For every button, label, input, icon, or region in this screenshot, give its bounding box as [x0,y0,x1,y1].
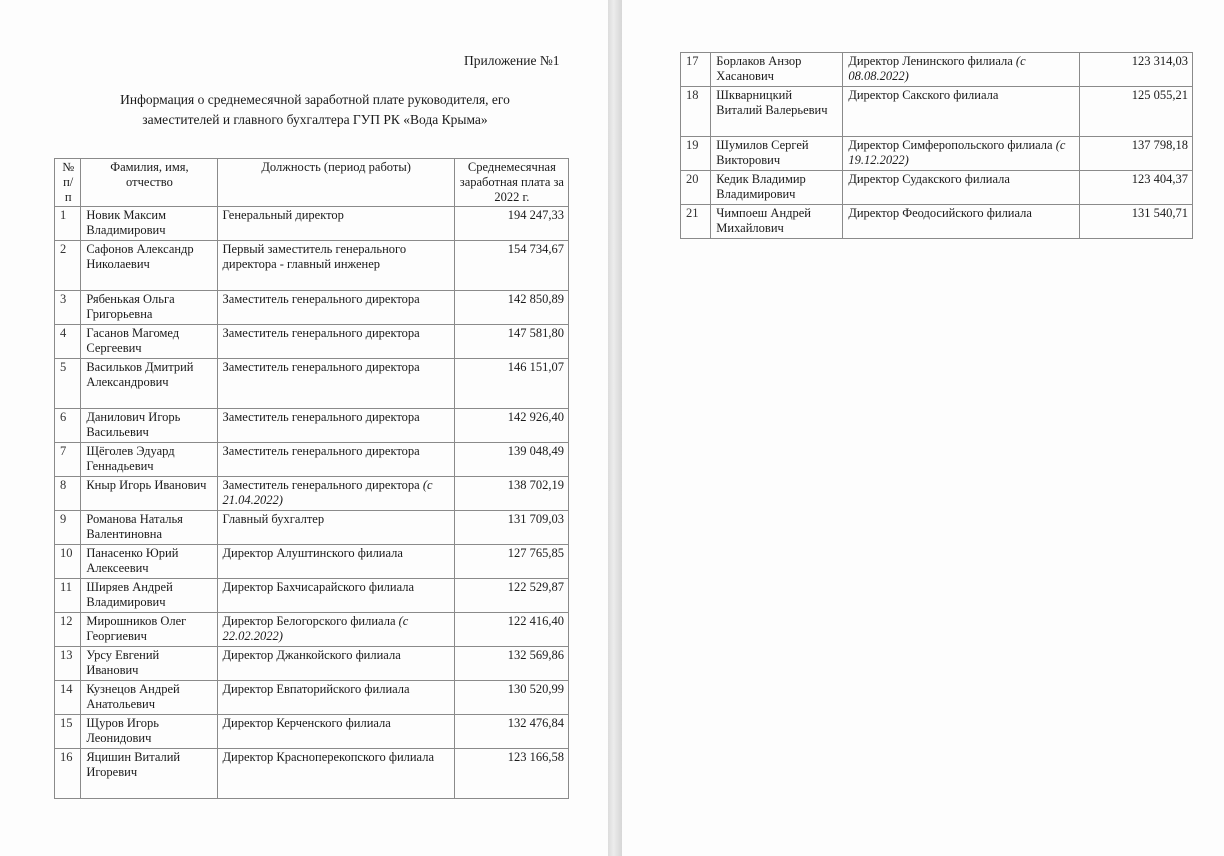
cell-salary: 122 529,87 [454,579,568,613]
cell-salary: 127 765,85 [454,545,568,579]
cell-number: 7 [55,443,81,477]
cell-number: 20 [681,171,711,205]
table-row [681,53,1193,87]
cell-position [217,613,454,647]
position-period: (с 22.02.2022) [222,614,409,643]
cell-position [217,545,454,579]
cell-position [217,291,454,325]
cell-number: 21 [681,205,711,239]
table-row [55,511,569,545]
cell-salary: 132 569,86 [454,647,568,681]
cell-number: 6 [55,409,81,443]
position-text: Директор Симферопольского филиала [848,138,1053,152]
header-salary: Среднемесячная заработная плата за 2022 г. [454,159,568,207]
cell-position [217,749,454,799]
cell-salary: 132 476,84 [454,715,568,749]
cell-number: 16 [55,749,81,799]
cell-salary: 125 055,21 [1080,87,1193,137]
cell-position [843,205,1080,239]
position-period: (с 19.12.2022) [848,138,1066,167]
table-row [55,715,569,749]
header-number: № п/п [55,159,81,207]
cell-position [843,137,1080,171]
position-period: (с 08.08.2022) [848,54,1026,83]
cell-number: 18 [681,87,711,137]
header-name: Фамилия, имя, отчество [81,159,217,207]
cell-number: 1 [55,207,81,241]
position-text: Заместитель генерального директора [222,326,420,340]
cell-salary: 131 540,71 [1080,205,1193,239]
cell-number: 19 [681,137,711,171]
cell-salary: 130 520,99 [454,681,568,715]
cell-position [217,715,454,749]
cell-position [217,409,454,443]
cell-number: 4 [55,325,81,359]
cell-name: Шкварницкий Виталий Валерьевич [711,87,843,137]
cell-number: 5 [55,359,81,409]
document-title [80,90,550,130]
cell-salary: 139 048,49 [454,443,568,477]
position-text: Первый заместитель генерального директора - главный инженер [222,242,407,271]
position-text: Директор Феодосийского филиала [848,206,1032,220]
cell-name: Щёголев Эдуард Геннадьевич [81,443,217,477]
position-text: Заместитель генерального директора [222,478,420,492]
cell-name: Гасанов Магомед Сергеевич [81,325,217,359]
cell-salary: 123 314,03 [1080,53,1193,87]
cell-name: Кузнецов Андрей Анатольевич [81,681,217,715]
table-row [55,241,569,291]
position-text: Директор Бахчисарайского филиала [222,580,415,594]
cell-position [217,325,454,359]
position-text: Директор Керченского филиала [222,716,391,730]
cell-position [217,647,454,681]
cell-salary: 123 404,37 [1080,171,1193,205]
title-line-1: Информация о среднемесячной заработной плате руководителя, его [120,92,510,107]
table-row [55,207,569,241]
position-text: Директор Евпаторийского филиала [222,682,410,696]
table-row [55,681,569,715]
cell-name: Романова Наталья Валентиновна [81,511,217,545]
cell-name: Урсу Евгений Иванович [81,647,217,681]
position-period: (с 21.04.2022) [222,478,433,507]
cell-name: Ширяев Андрей Владимирович [81,579,217,613]
cell-name: Кныр Игорь Иванович [81,477,217,511]
cell-name: Шумилов Сергей Викторович [711,137,843,171]
cell-number: 14 [55,681,81,715]
cell-number: 3 [55,291,81,325]
cell-position [843,87,1080,137]
cell-position [217,207,454,241]
cell-number: 11 [55,579,81,613]
cell-salary: 142 850,89 [454,291,568,325]
cell-number: 13 [55,647,81,681]
table-row [55,749,569,799]
table-row [55,545,569,579]
cell-name: Рябенькая Ольга Григорьевна [81,291,217,325]
cell-name: Кедик Владимир Владимирович [711,171,843,205]
cell-position [217,511,454,545]
cell-salary: 122 416,40 [454,613,568,647]
cell-number: 17 [681,53,711,87]
position-text: Главный бухгалтер [222,512,325,526]
cell-salary: 123 166,58 [454,749,568,799]
table-row [681,87,1193,137]
cell-name: Сафонов Александр Николаевич [81,241,217,291]
header-position: Должность (период работы) [217,159,454,207]
position-text: Директор Ленинского филиала [848,54,1013,68]
cell-name: Яцишин Виталий Игоревич [81,749,217,799]
cell-number: 15 [55,715,81,749]
salary-table-part-2 [680,52,1193,239]
cell-name: Щуров Игорь Леонидович [81,715,217,749]
salary-table-part-1 [54,158,569,799]
table-row [55,443,569,477]
cell-number: 2 [55,241,81,291]
position-text: Заместитель генерального директора [222,410,420,424]
position-text: Заместитель генерального директора [222,360,420,374]
cell-name: Борлаков Анзор Хасанович [711,53,843,87]
position-text: Директор Сакского филиала [848,88,999,102]
cell-name: Данилович Игорь Васильевич [81,409,217,443]
position-text: Директор Красноперекопского филиала [222,750,434,764]
cell-salary: 131 709,03 [454,511,568,545]
document-page-left [0,0,608,856]
table-row [681,205,1193,239]
table-row [55,291,569,325]
table-row [55,579,569,613]
table-row [55,359,569,409]
table-row [55,409,569,443]
cell-salary: 142 926,40 [454,409,568,443]
cell-salary: 137 798,18 [1080,137,1193,171]
position-text: Директор Джанкойского филиала [222,648,401,662]
cell-salary: 147 581,80 [454,325,568,359]
cell-number: 9 [55,511,81,545]
cell-number: 12 [55,613,81,647]
cell-name: Мирошников Олег Георгиевич [81,613,217,647]
cell-position [217,579,454,613]
cell-position [217,477,454,511]
position-text: Директор Судакского филиала [848,172,1010,186]
table-header-row [55,159,569,207]
position-text: Заместитель генерального директора [222,292,420,306]
appendix-label: Приложение №1 [464,53,560,68]
cell-position [217,359,454,409]
position-text: Генеральный директор [222,208,344,222]
cell-number: 10 [55,545,81,579]
table-row [681,137,1193,171]
cell-salary: 138 702,19 [454,477,568,511]
table-row [55,613,569,647]
cell-position [843,53,1080,87]
table-row [55,477,569,511]
position-text: Директор Алуштинского филиала [222,546,403,560]
cell-position [217,443,454,477]
position-text: Директор Белогорского филиала [222,614,396,628]
cell-name: Новик Максим Владимирович [81,207,217,241]
cell-position [217,681,454,715]
cell-name: Чимпоеш Андрей Михайлович [711,205,843,239]
position-text: Заместитель генерального директора [222,444,420,458]
table-row [55,647,569,681]
page-gutter [608,0,622,856]
cell-name: Васильков Дмитрий Александрович [81,359,217,409]
cell-salary: 194 247,33 [454,207,568,241]
cell-position [843,171,1080,205]
cell-position [217,241,454,291]
cell-salary: 154 734,67 [454,241,568,291]
table-row [681,171,1193,205]
table-row [55,325,569,359]
cell-number: 8 [55,477,81,511]
title-line-2: заместителей и главного бухгалтера ГУП РК «Вода Крыма» [142,112,488,127]
cell-salary: 146 151,07 [454,359,568,409]
cell-name: Панасенко Юрий Алексеевич [81,545,217,579]
